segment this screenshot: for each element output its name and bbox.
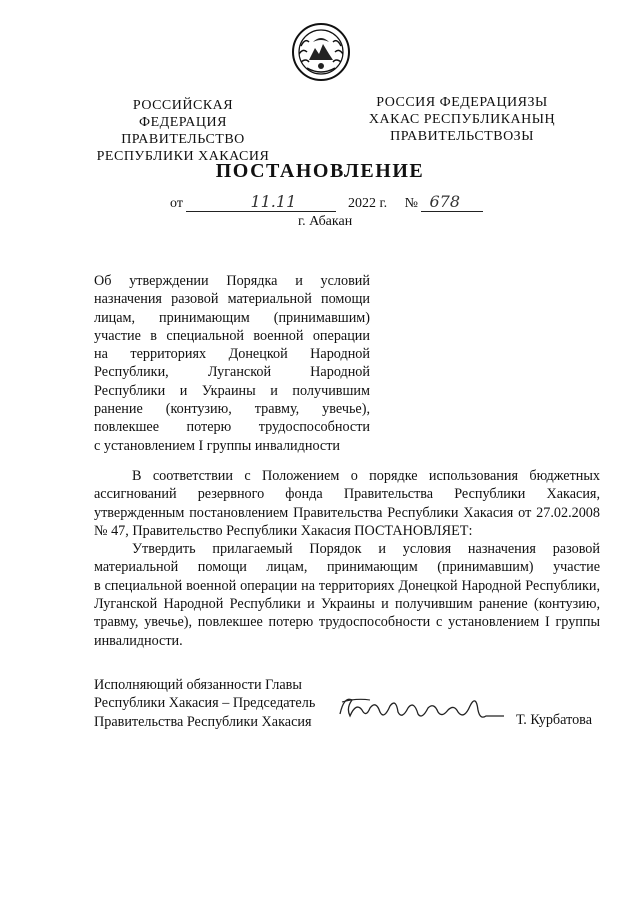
coat-of-arms-emblem — [291, 22, 351, 82]
number-handwritten: 678 — [429, 192, 461, 211]
header-left-line: РЕСПУБЛИКИ ХАКАСИЯ — [96, 149, 270, 164]
subject-line: на территориях Донецкой Народной — [94, 346, 370, 363]
body-line: Луганской Народной Республики и Украины и получившим ранение (контузию, — [94, 596, 600, 613]
body-line: инвалидности. — [94, 632, 183, 649]
number-prefix: № — [404, 196, 418, 211]
date-handwritten: 11.11 — [250, 192, 297, 211]
body-line: ассигнований резервного фонда Правительства Республики Хакасия, — [94, 486, 600, 503]
date-prefix: от — [170, 196, 183, 211]
body-line: Утвердить прилагаемый Порядок и условия назначения разовой — [132, 541, 600, 558]
subject-line: участие в специальной военной операции — [94, 327, 370, 344]
subject-line: лицам, принимающим (принимавшим) — [94, 309, 370, 326]
date-field — [186, 192, 336, 212]
document-subject — [94, 272, 370, 455]
header-left-line: РОССИЙСКАЯ ФЕДЕРАЦИЯ — [132, 98, 234, 130]
signatory-title-line: Исполняющий обязанности Главы — [94, 677, 302, 693]
subject-line: Республики, Луганской Народной — [94, 364, 370, 381]
subject-line: Республики и Украины и получившим — [94, 382, 370, 399]
header-left-line: ПРАВИТЕЛЬСТВО — [121, 132, 245, 147]
subject-line: Об утверждении Порядка и условий — [94, 273, 370, 289]
signatory-title-line: Республики Хакасия – Председатель — [94, 695, 316, 712]
number-field — [421, 192, 483, 212]
header-right-line: РОССИЯ ФЕДЕРАЦИЯЗЫ — [376, 95, 548, 110]
subject-line: ранение (контузию, травму, увечье), — [94, 401, 370, 418]
signature-block — [94, 676, 334, 731]
body-line: № 47, Правительство Республики Хакасия ПОСТАНОВЛЯЕТ: — [94, 522, 473, 539]
body-line: травму, увечье), повлекшее потерю трудоспособности с установлением I группы — [94, 614, 600, 631]
body-line: материальной помощи лицам, принимающим (принимавшим) участие — [94, 559, 600, 576]
body-line: утвержденным постановлением Правительства Республики Хакасия от 27.02.2008 — [94, 504, 600, 521]
signatory-title-line: Правительства Республики Хакасия — [94, 713, 312, 730]
signer-name: Т. Курбатова — [516, 712, 592, 728]
header-left — [88, 97, 278, 165]
handwritten-signature — [336, 690, 506, 726]
subject-line: назначения разовой материальной помощи — [94, 291, 370, 308]
document-body — [94, 467, 600, 650]
header-right — [362, 94, 562, 145]
subject-line: с установлением I группы инвалидности — [94, 437, 340, 454]
body-line: В соответствии с Положением о порядке использования бюджетных — [132, 468, 600, 484]
document-title: ПОСТАНОВЛЕНИЕ — [215, 160, 425, 182]
subject-line: повлекшее потерю трудоспособности — [94, 419, 370, 436]
header-right-line: ПРАВИТЕЛЬСТВОЗЫ — [390, 129, 534, 144]
city: г. Абакан — [298, 214, 353, 229]
date-line — [170, 192, 483, 212]
header-right-line: ХАКАС РЕСПУБЛИКАНЫҢ — [368, 112, 556, 127]
year-text: 2022 г. — [347, 196, 388, 211]
body-line: в специальной военной операции на территориях Донецкой Народной Республики, — [94, 577, 600, 594]
